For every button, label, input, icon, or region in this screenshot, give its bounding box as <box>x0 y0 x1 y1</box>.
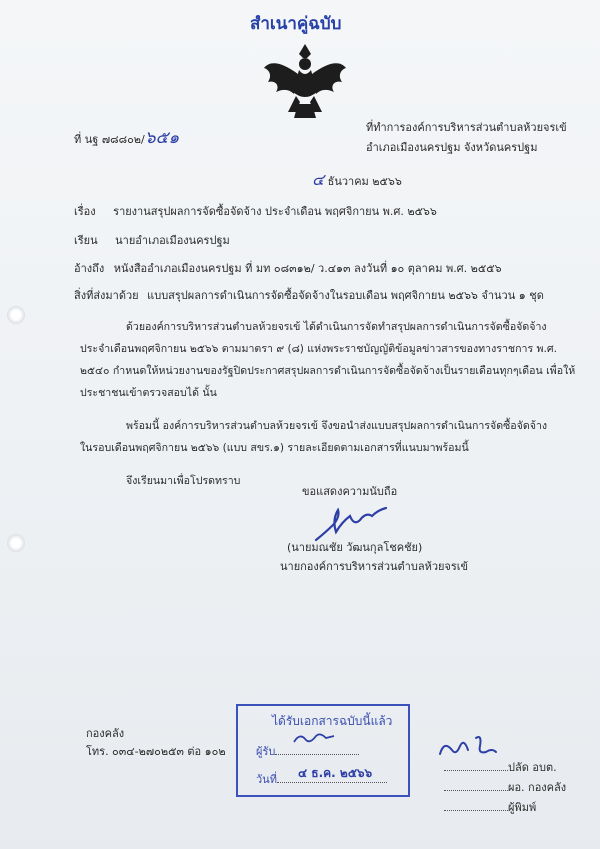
document-date: ๔ ธันวาคม ๒๕๖๖ <box>312 170 402 189</box>
punch-hole <box>7 534 25 552</box>
received-stamp <box>236 704 410 797</box>
signatory-name: (นายมณชัย วัฒนกุลโชคชัย) <box>287 541 423 554</box>
to-row <box>74 231 230 249</box>
reference-text: หนังสืออำเภอเมืองนครปฐม ที่ มท ๐๘๓๑๒/ ว.๔๑๓ ลงวันที่ ๑๐ ตุลาคม พ.ศ. ๒๕๕๖ <box>113 262 502 275</box>
subject-text: รายงานสรุปผลการจัดซื้อจัดจ้าง ประจำเดือน พฤศจิกายน พ.ศ. ๒๕๖๖ <box>113 205 437 218</box>
paragraph-1-line-4: ประชาชนเข้าตรวจสอบได้ นั้น <box>80 387 217 399</box>
sender-line-1: ที่ทำการองค์การบริหารส่วนตำบลห้วยจรเข้ <box>366 121 567 134</box>
received-stamp-date-value: ๔ ธ.ค. ๒๕๖๖ <box>298 766 373 780</box>
paragraph-2-line-2: ในรอบเดือนพฤศจิกายน ๒๕๖๖ (แบบ สขร.๑) รายละเอียดตามเอกสารที่แนบมาพร้อมนี้ <box>80 442 469 454</box>
received-stamp-receiver-row: ผู้รับ <box>256 742 359 760</box>
approval-row-typist: ผู้พิมพ์ <box>444 798 536 816</box>
reference-label: อ้างถึง <box>74 262 105 275</box>
received-stamp-title: ได้รับเอกสารฉบับนี้แล้ว <box>272 714 393 728</box>
sender-line-2: อำเภอเมืองนครปฐม จังหวัดนครปฐม <box>366 141 538 154</box>
footer-phone: โทร. ๐๓๔-๒๗๐๒๕๓ ต่อ ๑๐๒ <box>86 745 226 758</box>
paragraph-1-line-3: ๒๕๔๐ กำหนดให้หน่วยงานของรัฐปิดประกาศสรุปผลการดำเนินการจัดซื้อจัดจ้างเป็นรายเดือนทุกๆเดือน เพื่อให้ <box>80 365 576 377</box>
to-text: นายอำเภอเมืองนครปฐม <box>115 234 230 247</box>
paragraph-1-line-1: ด้วยองค์การบริหารส่วนตำบลห้วยจรเข้ ได้ดำเนินการจัดทำสรุปผลการดำเนินการจัดซื้อจัดจ้าง <box>126 321 547 333</box>
paragraph-1-line-2: ประจำเดือนพฤศจิกายน ๒๕๖๖ ตามมาตรา ๙ (๘) แห่งพระราชบัญญัติข้อมูลข่าวสารของทางราชการ พ.ศ. <box>80 343 557 355</box>
doc-number: ที่ นฐ ๗๘๘๐๒/๖๕๑ <box>74 128 180 148</box>
reference-row <box>74 259 502 277</box>
signatory-position: นายกองค์การบริหารส่วนตำบลห้วยจรเข้ <box>280 560 469 573</box>
enclosure-row <box>74 286 544 304</box>
to-label: เรียน <box>74 234 98 247</box>
garuda-emblem-icon <box>262 40 348 126</box>
closing-salutation: ขอแสดงความนับถือ <box>302 485 398 498</box>
paragraph-2-line-1: พร้อมนี้ องค์การบริหารส่วนตำบลห้วยจรเข้ จึงขอนำส่งแบบสรุปผลการดำเนินการจัดซื้อจัดจ้าง <box>126 420 548 432</box>
subject-label: เรื่อง <box>74 205 96 218</box>
subject-row <box>74 202 437 220</box>
enclosure-label: สิ่งที่ส่งมาด้วย <box>74 289 139 302</box>
paragraph-3: จึงเรียนมาเพื่อโปรดทราบ <box>126 475 241 487</box>
punch-hole <box>7 306 25 324</box>
footer-department: กองคลัง <box>86 727 125 740</box>
approval-row-deputy: ปลัด อบต. <box>444 758 557 776</box>
enclosure-text: แบบสรุปผลการดำเนินการจัดซื้อจัดจ้างในรอบเดือน พฤศจิกายน ๒๕๖๖ จำนวน ๑ ชุด <box>147 289 544 302</box>
doc-number-handwritten: ๖๕๑ <box>144 128 180 148</box>
received-stamp-date-row: วันที่ <box>256 770 387 788</box>
approval-row-finance-director: ผอ. กองคลัง <box>444 778 566 796</box>
date-day-handwritten: ๔ <box>312 170 325 189</box>
copy-stamp: สำเนาคู่ฉบับ <box>250 14 342 34</box>
receiver-initials-icon <box>290 728 336 748</box>
